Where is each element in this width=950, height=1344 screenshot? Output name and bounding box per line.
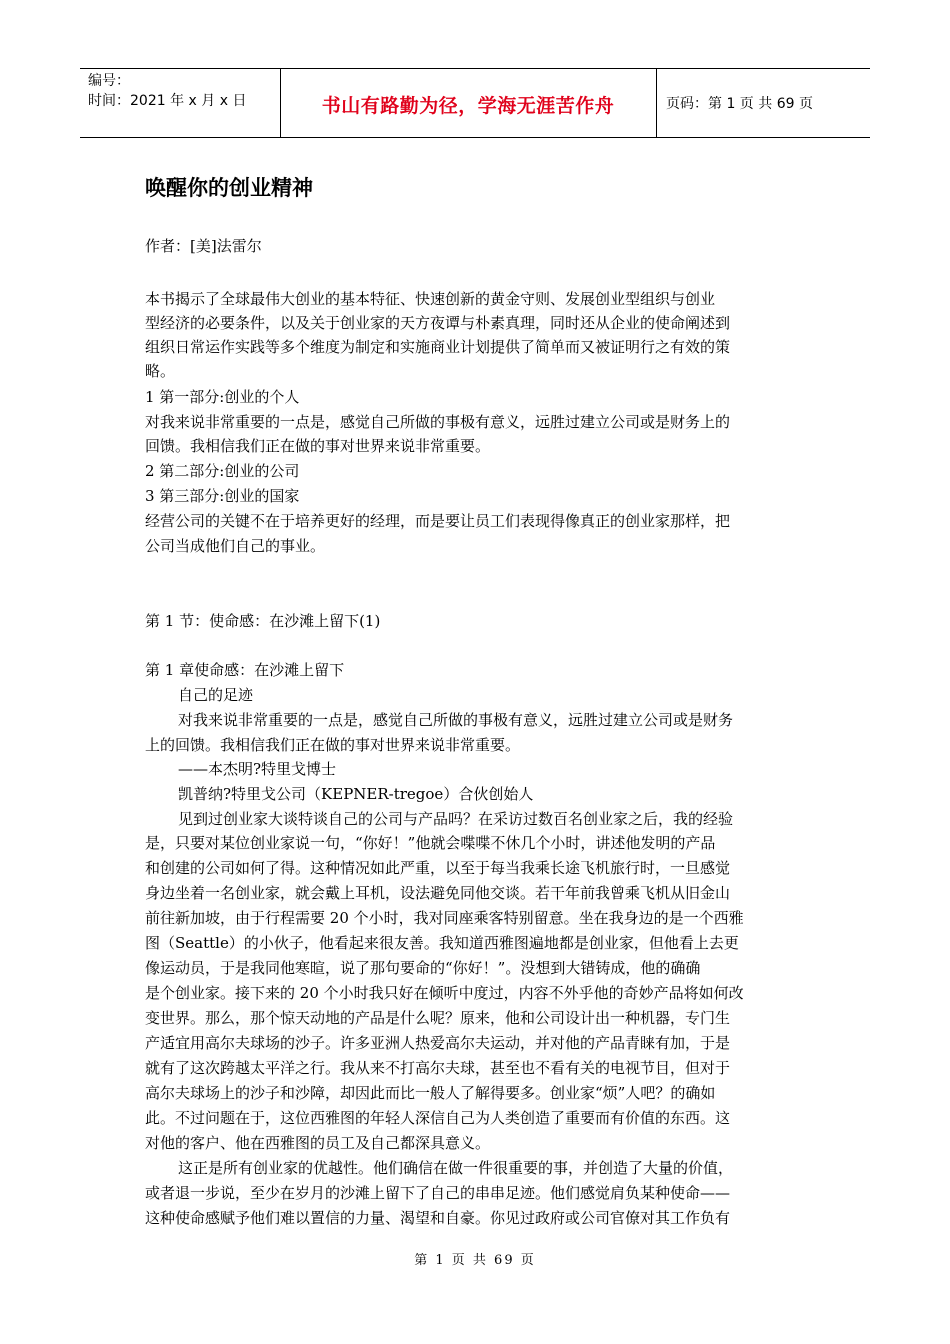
paragraph-line: 是个创业家。接下来的 20 个小时我只好在倾听中度过，内容不外乎他的奇妙产品将如何改 <box>145 984 744 1002</box>
number-label: 编号： <box>88 73 130 89</box>
paragraph-line: 此。不过问题在于，这位西雅图的年轻人深信自己为人类创造了重要而有价值的东西。这 <box>145 1109 731 1127</box>
part-heading: 3 第三部分:创业的国家 <box>145 487 300 505</box>
quote-attribution: ——本杰明?特里戈博士 <box>178 760 337 778</box>
paragraph-line: 对他的客户、他在西雅图的员工及自己都深具意义。 <box>145 1134 491 1152</box>
paragraph-line: 或者退一步说，至少在岁月的沙滩上留下了自己的串串足迹。他们感觉肩负某种使命—— <box>145 1184 731 1202</box>
header-table <box>80 68 870 138</box>
paragraph-line: 是，只要对某位创业家说一句，“你好！”他就会喋喋不休几个小时，讲述他发明的产品 <box>145 834 716 852</box>
paragraph-line: 型经济的必要条件，以及关于创业家的天方夜谭与朴素真理，同时还从企业的使命阐述到 <box>145 314 731 332</box>
paragraph-line: 略。 <box>145 362 176 380</box>
paragraph-line: 身边坐着一名创业家，就会戴上耳机，设法避免同他交谈。若干年前我曾乘飞机从旧金山 <box>145 884 731 902</box>
part-heading: 2 第二部分:创业的公司 <box>145 462 300 480</box>
paragraph-line: 组织日常运作实践等多个维度为制定和实施商业计划提供了简单而又被证明行之有效的策 <box>145 338 731 356</box>
page-info: 页码：第 1 页 共 69 页 <box>666 96 813 112</box>
author-line: 作者：[美]法雷尔 <box>145 237 262 255</box>
date-label: 时间：2021 年 x 月 x 日 <box>88 93 247 109</box>
quote-line: 上的回馈。我相信我们正在做的事对世界来说非常重要。 <box>145 736 521 754</box>
header-divider <box>656 69 657 137</box>
paragraph-line: 这正是所有创业家的优越性。他们确信在做一件很重要的事，并创造了大量的价值， <box>178 1159 734 1177</box>
paragraph-line: 公司当成他们自己的事业。 <box>145 537 326 555</box>
quote-attribution: 凯普纳?特里戈公司（KEPNER-tregoe）合伙创始人 <box>178 785 534 803</box>
paragraph-line: 本书揭示了全球最伟大创业的基本特征、快速创新的黄金守则、发展创业型组织与创业 <box>145 290 716 308</box>
paragraph-line: 见到过创业家大谈特谈自己的公司与产品吗？在采访过数百名创业家之后，我的经验 <box>178 810 734 828</box>
paragraph-line: 高尔夫球场上的沙子和沙障，却因此而比一般人了解得要多。创业家“烦”人吧？的确如 <box>145 1084 716 1102</box>
quote-line: 对我来说非常重要的一点是，感觉自己所做的事极有意义，远胜过建立公司或是财务 <box>178 711 734 729</box>
paragraph-line: 回馈。我相信我们正在做的事对世界来说非常重要。 <box>145 437 491 455</box>
paragraph-line: 图（Seattle）的小伙子，他看起来很友善。我知道西雅图遍地都是创业家，但他看上去更 <box>145 934 739 952</box>
motto: 书山有路勤为径，学海无涯苦作舟 <box>321 95 615 117</box>
paragraph-line: 这种使命感赋予他们难以置信的力量、渴望和自豪。你见过政府或公司官僚对其工作负有 <box>145 1209 731 1227</box>
section-heading: 第 1 节：使命感：在沙滩上留下(1) <box>145 612 381 630</box>
paragraph-line: 像运动员，于是我同他寒暄，说了那句要命的“你好！”。没想到大错铸成，他的确确 <box>145 959 701 977</box>
paragraph-line: 就有了这次跨越太平洋之行。我从来不打高尔夫球，甚至也不看有关的电视节目，但对于 <box>145 1059 731 1077</box>
paragraph-line: 经营公司的关键不在于培养更好的经理，而是要让员工们表现得像真正的创业家那样，把 <box>145 512 731 530</box>
document-title: 唤醒你的创业精神 <box>145 176 313 200</box>
paragraph-line: 对我来说非常重要的一点是，感觉自己所做的事极有意义，远胜过建立公司或是财务上的 <box>145 413 731 431</box>
part-heading: 1 第一部分:创业的个人 <box>145 388 300 406</box>
paragraph-line: 前往新加坡，由于行程需要 20 个小时，我对同座乘客特别留意。坐在我身边的是一个西雅 <box>145 909 744 927</box>
header-left-cell <box>88 71 246 111</box>
chapter-subtitle: 自己的足迹 <box>178 686 254 704</box>
paragraph-line: 产适宜用高尔夫球场的沙子。许多亚洲人热爱高尔夫运动，并对他的产品青睐有加，于是 <box>145 1034 731 1052</box>
chapter-heading: 第 1 章使命感：在沙滩上留下 <box>145 661 345 679</box>
paragraph-line: 变世界。那么，那个惊天动地的产品是什么呢？原来，他和公司设计出一种机器，专门生 <box>145 1009 731 1027</box>
page-footer: 第 1 页 共 69 页 <box>414 1253 536 1268</box>
paragraph-line: 和创建的公司如何了得。这种情况如此严重，以至于每当我乘长途飞机旅行时，一旦感觉 <box>145 859 731 877</box>
